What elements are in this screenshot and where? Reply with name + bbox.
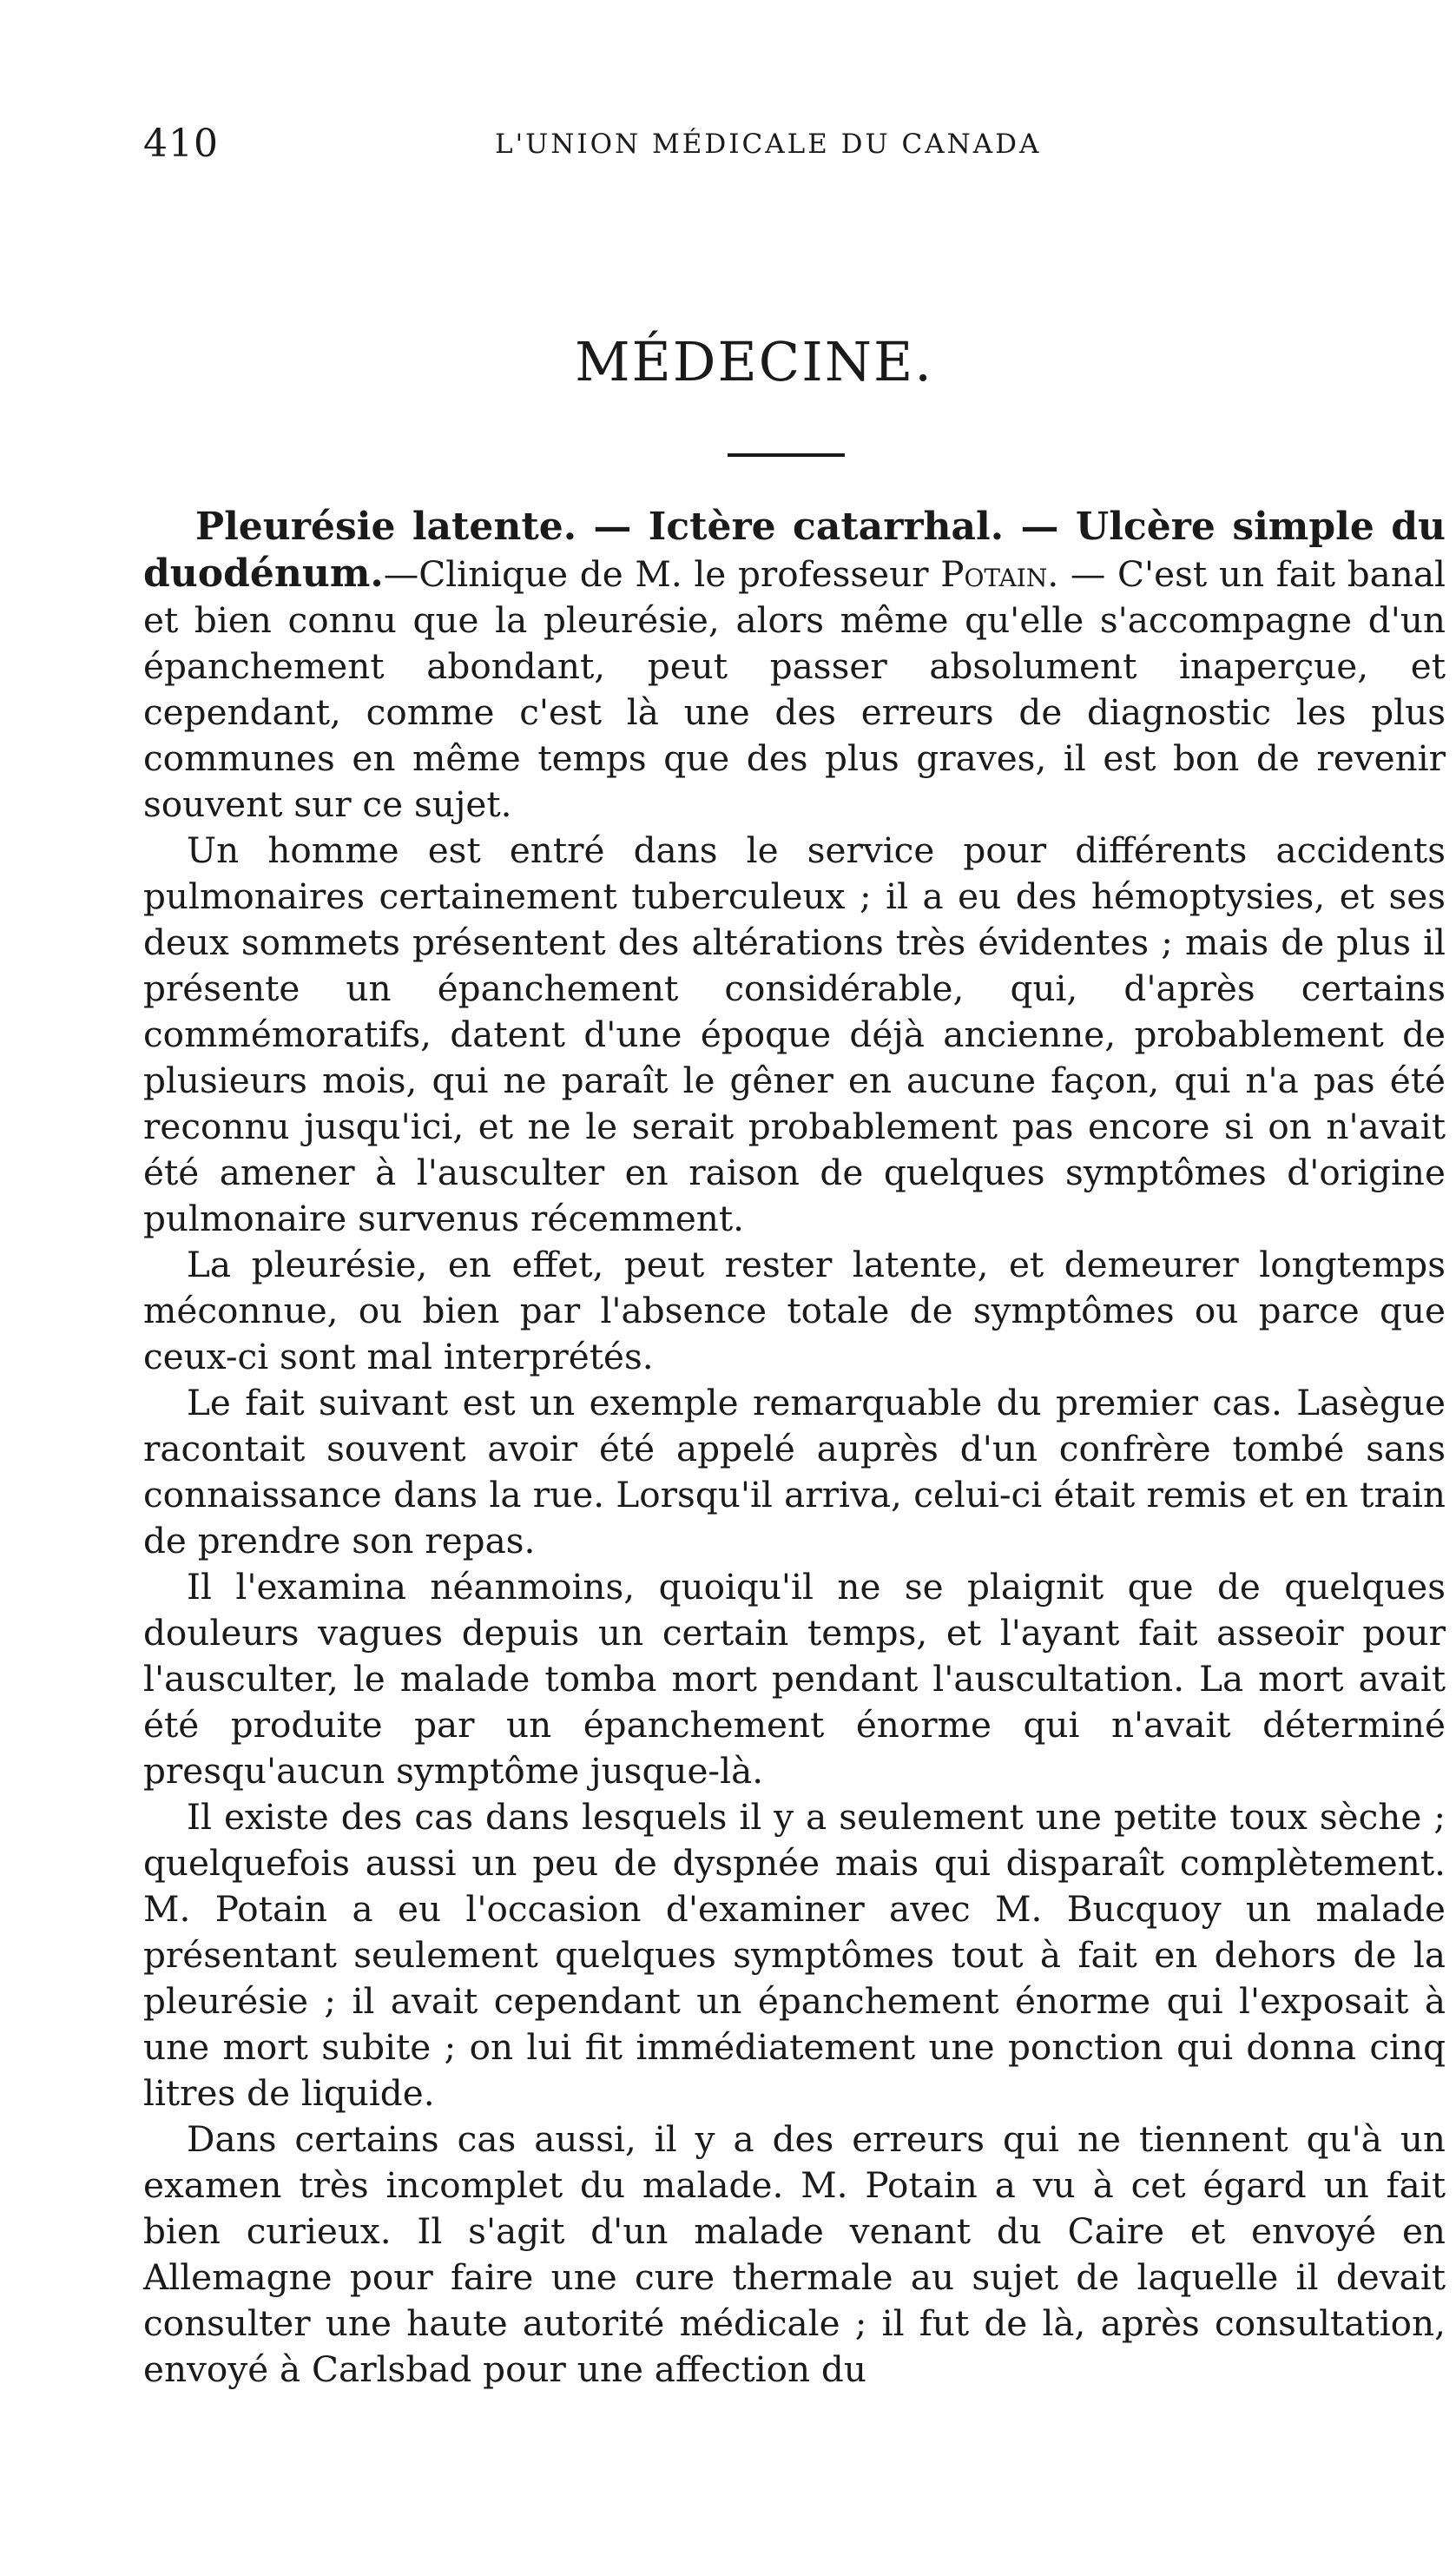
intro-text: . — C'est un fait banal et bien connu que la pleurésie, alors même qu'elle s'accompagne d'un épanchement abondant, peut passer absolument inaperçue, et cependant, comme c'est là une des erreurs de diagnostic les plus communes en même temps que des plus graves, il est bon de revenir souvent sur ce sujet. (143, 553, 1446, 825)
article-paragraph: Il l'examina néanmoins, quoiqu'il ne se plaignit que de quelques douleurs vagues depuis un certain temps, et l'ayant fait asseoir pour l'ausculter, le malade tomba mort pendant l'auscultation. La mort avait été produite par un épanchement énorme qui n'avait déterminé presqu'aucun symptôme jusque-là. (143, 1566, 1446, 1792)
article-heading: Pleurésie latente. — Ictère catarrhal. — Ulcère simple du duodénum. (143, 505, 1446, 596)
article-paragraph: Le fait suivant est un exemple remarquable du premier cas. Lasègue racontait souvent avoir été appelé auprès d'un confrère tombé sans connaissance dans la rue. Lorsqu'il arriva, celui-ci était remis et en train de prendre son repas. (143, 1382, 1446, 1562)
article-paragraph: Dans certains cas aussi, il y a des erreurs qui ne tiennent qu'à un examen très incomplet du malade. M. Potain a vu à cet égard un fait bien curieux. Il s'agit d'un malade venant du Caire et envoyé en Allemagne pour faire une cure thermale au sujet de laquelle il devait consulter une haute autorité médicale ; il fut de là, après consultation, envoyé à Carlsbad pour une affection du (143, 2118, 1446, 2390)
journal-title: L'UNION MÉDICALE DU CANADA (495, 129, 1042, 160)
byline-prefix: —Clinique de M. le professeur (383, 553, 941, 595)
article-paragraph: Il existe des cas dans lesquels il y a seulement une petite toux sèche ; quelquefois aussi un peu de dyspnée mais qui disparaît complètement. M. Potain a eu l'occasion d'examiner avec M. Bucquoy un malade présentant seulement quelques symptômes tout à fait en dehors de la pleurésie ; il avait cependant un épanchement énorme qui l'exposait à une mort subite ; on lui fit immédiatement une ponction qui donna cinq litres de liquide. (143, 1796, 1446, 2114)
article-intro-paragraph (143, 504, 1446, 828)
running-head (143, 122, 1446, 174)
section-title: MÉDECINE. (575, 330, 933, 393)
byline-name: Potain (940, 553, 1048, 595)
article-paragraph: La pleurésie, en effet, peut rester latente, et demeurer longtemps méconnue, ou bien par l'absence totale de symptômes ou parce que ceux-ci sont mal interprétés. (143, 1244, 1446, 1377)
article-paragraph: Un homme est entré dans le service pour différents accidents pulmonaires certainement tuberculeux ; il a eu des hémoptysies, et ses deux sommets présentent des altérations très évidentes ; mais de plus il présente un épanchement considérable, qui, d'après certains commémoratifs, datent d'une époque déjà ancienne, probablement de plusieurs mois, qui ne paraît le gêner en aucune façon, qui n'a pas été reconnu jusqu'ici, et ne le serait probablement pas encore si on n'avait été amener à l'ausculter en raison de quelques symptômes d'origine pulmonaire survenus récemment. (143, 829, 1446, 1239)
article-body (143, 504, 1446, 2393)
page-number: 410 (143, 122, 219, 166)
title-divider (728, 453, 845, 457)
